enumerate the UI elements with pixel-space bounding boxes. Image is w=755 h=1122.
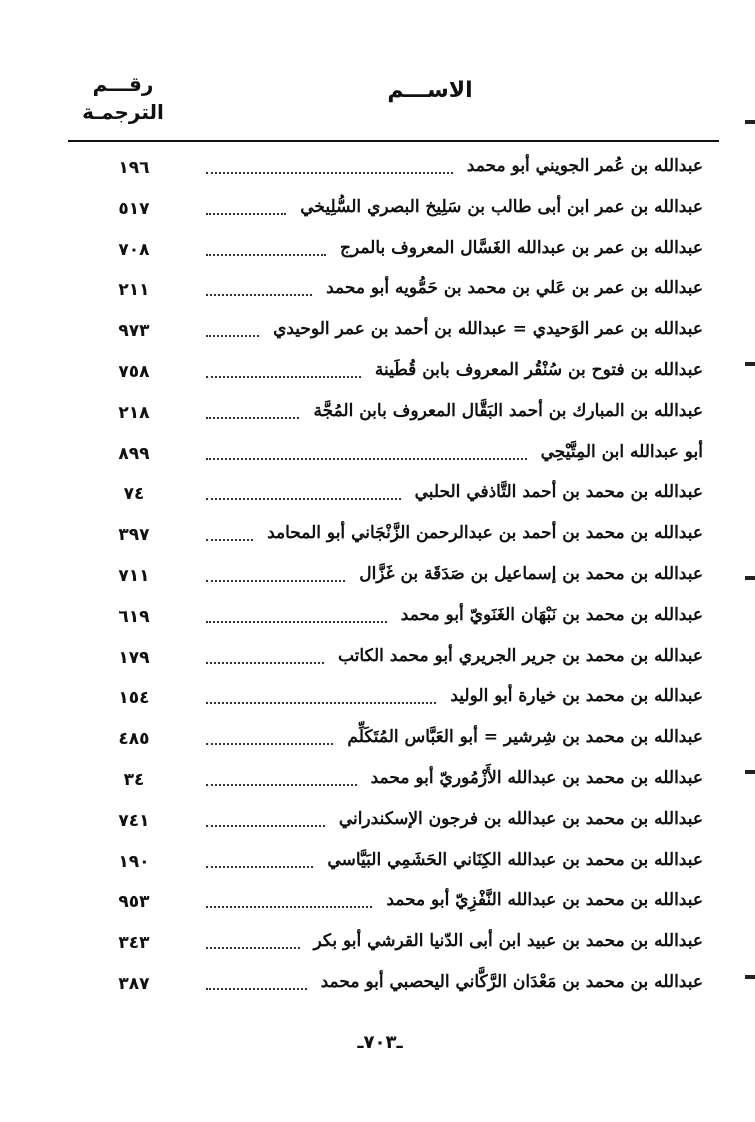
leader-dots: [206, 662, 324, 664]
entry-number: ٧٥٨: [118, 362, 150, 382]
header-divider: [68, 140, 719, 142]
leader-dots: [206, 458, 527, 460]
entry-name: عبدالله بن عمر الوَحيدي = عبدالله بن أحمد بن عمر الوحيدي: [273, 319, 703, 339]
leader-dots: [206, 906, 372, 908]
leader-dots: [206, 335, 259, 337]
leader-dots: [206, 172, 453, 174]
entry-number: ٦١٩: [118, 607, 150, 627]
index-entry: [0, 395, 755, 435]
entry-name: عبدالله بن محمد بن عبيد ابن أبى الدّنيا القرشي أبو بكر: [313, 931, 703, 951]
edge-mark: [745, 362, 755, 366]
index-entry: [0, 476, 755, 516]
column-header-number-line1: رقـــم: [92, 72, 154, 96]
entry-name: عبدالله بن محمد بن عبدالله الكِنَاني الحَشَمِي البَيَّاسي: [327, 850, 703, 870]
entry-name: عبدالله بن محمد بن جرير الجريري أبو محمد الكاتب: [337, 646, 703, 666]
entry-number: ٧١١: [118, 566, 150, 586]
entry-name: عبدالله بن محمد بن نَبْهَان الغَنَويّ أبو محمد: [400, 605, 703, 625]
entry-number: ٨٩٩: [118, 444, 150, 464]
entry-name: عبدالله بن محمد بن إسماعيل بن صَدَقَة بن غَزَّال: [359, 564, 703, 584]
index-entry: [0, 762, 755, 802]
entry-number: ٣٤: [123, 770, 145, 790]
index-entry: [0, 354, 755, 394]
leader-dots: [206, 947, 300, 949]
leader-dots: [206, 784, 357, 786]
index-entry: [0, 558, 755, 598]
entry-number: ٣٩٧: [118, 525, 150, 545]
entry-name: عبدالله بن فتوح بن سُنْقُر المعروف بابن قُطَينة: [374, 360, 703, 380]
column-header-name: [330, 78, 530, 103]
entry-number: ١٩٠: [118, 852, 150, 872]
index-entry: [0, 150, 755, 190]
entry-name: عبدالله بن محمد بن أحمد بن عبدالرحمن الزَّنْجَاني أبو المحامد: [267, 523, 703, 543]
leader-dots: [206, 621, 387, 623]
index-entry: [0, 191, 755, 231]
index-entry: [0, 599, 755, 639]
entry-name: عبدالله بن محمد بن أحمد التَّاذفي الحلبي: [414, 482, 703, 502]
entry-number: ١٥٤: [118, 688, 150, 708]
entry-name: عبدالله بن محمد بن عبدالله النَّفْزِيّ أبو محمد: [386, 890, 703, 910]
leader-dots: [206, 580, 345, 582]
index-entry: [0, 436, 755, 476]
leader-dots: [206, 254, 326, 256]
index-entry: [0, 272, 755, 312]
index-entry: [0, 313, 755, 353]
index-entry: [0, 517, 755, 557]
index-entry: [0, 966, 755, 1006]
index-entry: [0, 803, 755, 843]
entry-number: ٤٨٥: [118, 729, 150, 749]
leader-dots: [206, 294, 312, 296]
column-header-name-label: الاســـم: [387, 78, 473, 103]
leader-dots: [206, 866, 313, 868]
entry-name: أبو عبدالله ابن المِتَّيْحِي: [540, 442, 703, 462]
entry-number: ٧٠٨: [118, 240, 150, 260]
leader-dots: [206, 376, 361, 378]
leader-dots: [206, 743, 333, 745]
page-number: ـ٧٠٣ـ: [357, 1032, 403, 1053]
column-header-number: [68, 70, 178, 126]
index-entry: [0, 844, 755, 884]
entry-name: عبدالله بن عمر بن عبدالله الغَسَّال المعروف بالمرج: [339, 238, 703, 258]
entry-number: ٢١١: [118, 280, 150, 300]
entry-number: ٧٤١: [118, 811, 150, 831]
edge-mark: [745, 770, 755, 774]
leader-dots: [206, 702, 436, 704]
entry-name: عبدالله بن محمد بن شِرشير = أبو العَبَّاس المُتَكَلِّم: [347, 727, 703, 747]
index-entry: [0, 721, 755, 761]
entry-number: ٩٧٣: [118, 321, 150, 341]
index-entry: [0, 680, 755, 720]
index-entry: [0, 925, 755, 965]
entry-name: عبدالله بن المبارك بن أحمد البَقَّال المعروف بابن المُجَّة: [313, 401, 703, 421]
entry-number: ٥١٧: [118, 199, 150, 219]
entry-number: ٩٥٣: [118, 892, 150, 912]
leader-dots: [206, 988, 307, 990]
entry-name: عبدالله بن محمد بن عبدالله الأَزْمُوريّ أبو محمد: [370, 768, 703, 788]
entry-name: عبدالله بن عمر ابن أبى طالب بن سَلِيخ البصري السُّلِيخي: [300, 197, 703, 217]
index-entry: [0, 884, 755, 924]
index-entry: [0, 640, 755, 680]
column-header-number-line2: الترجمـة: [82, 100, 164, 124]
entry-number: ٣٨٧: [118, 974, 150, 994]
leader-dots: [206, 213, 286, 215]
edge-mark: [745, 120, 755, 124]
entry-name: عبدالله بن محمد بن مَعْدَان الرَّكَّاني اليحصبي أبو محمد: [320, 972, 703, 992]
entry-number: ١٧٩: [118, 648, 150, 668]
edge-mark: [745, 576, 755, 580]
entry-number: ١٩٦: [118, 158, 150, 178]
leader-dots: [206, 539, 253, 541]
index-entry: [0, 232, 755, 272]
edge-mark: [745, 975, 755, 979]
entry-name: عبدالله بن عمر بن عَلي بن محمد بن حَمُّويه أبو محمد: [326, 278, 703, 298]
entry-number: ٢١٨: [118, 403, 150, 423]
leader-dots: [206, 417, 299, 419]
leader-dots: [206, 825, 325, 827]
entry-number: ٣٤٣: [118, 933, 150, 953]
leader-dots: [206, 498, 401, 500]
entry-name: عبدالله بن محمد بن خيارة أبو الوليد: [450, 686, 703, 706]
entry-number: ٧٤: [123, 484, 145, 504]
entry-name: عبدالله بن عُمر الجويني أبو محمد: [466, 156, 703, 176]
entry-name: عبدالله بن محمد بن عبدالله بن فرجون الإسكندراني: [338, 809, 703, 829]
